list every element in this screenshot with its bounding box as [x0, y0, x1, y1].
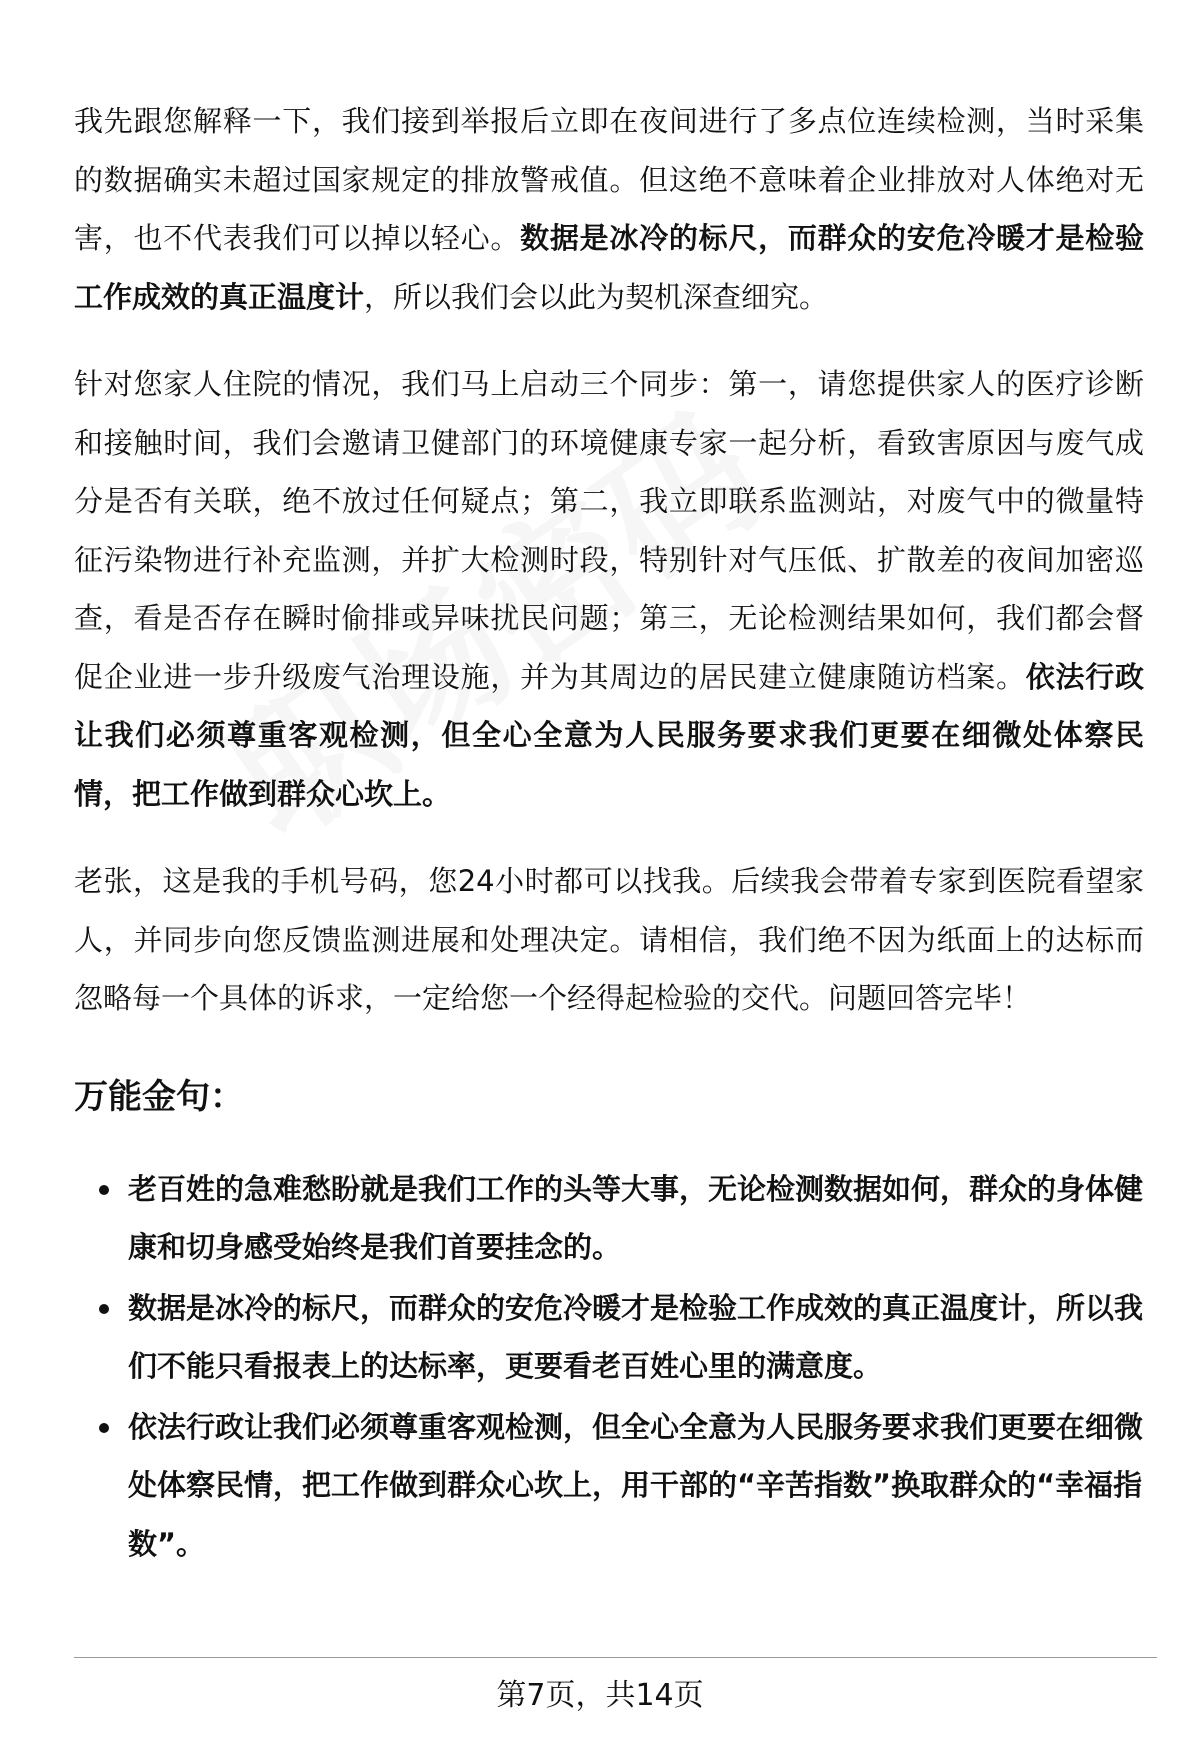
list-item-text: 依法行政让我们必须尊重客观检测，但全心全意为人民服务要求我们更要在细微处体察民情，把工作做到群众心坎上，用干部的“辛苦指数”换取群众的“幸福指数”。: [128, 1409, 1144, 1561]
paragraph-2: [74, 355, 1144, 823]
bullet-icon: [99, 1304, 109, 1314]
document-body: [74, 92, 1144, 1575]
paragraph-1-bold: 数据是冰冷的标尺，而群众的安危冷暖才是检验工作成效的真正温度计: [74, 221, 1144, 314]
paragraph-2-bold: 依法行政让我们必须尊重客观检测，但全心全意为人民服务要求我们更要在细微处体察民情，把工作做到群众心坎上。: [74, 659, 1144, 811]
paragraph-1: [74, 92, 1144, 326]
bullet-icon: [99, 1185, 109, 1195]
paragraph-1-text-b: ，所以我们会以此为契机深查细究。: [364, 279, 829, 314]
list-item: [74, 1279, 1144, 1396]
section-heading: 万能金句：: [74, 1076, 244, 1117]
bullet-icon: [99, 1423, 109, 1433]
page-number: 第7页，共14页: [496, 1678, 704, 1713]
list-item: [74, 1160, 1144, 1277]
golden-sentence-list: [74, 1160, 1144, 1574]
list-item-text: 老百姓的急难愁盼就是我们工作的头等大事，无论检测数据如何，群众的身体健康和切身感受始终是我们首要挂念的。: [128, 1171, 1144, 1264]
list-item: [74, 1398, 1144, 1574]
paragraph-3-text: 老张，这是我的手机号码，您24小时都可以找我。后续我会带着专家到医院看望家人，并同步向您反馈监测进展和处理决定。请相信，我们绝不因为纸面上的达标而忽略每一个具体的诉求，一定给您一个经得起检验的交代。问题回答完毕！: [74, 864, 1144, 1015]
footer-divider: [74, 1657, 1157, 1658]
paragraph-2-text: 针对您家人住院的情况，我们马上启动三个同步：第一，请您提供家人的医疗诊断和接触时间，我们会邀请卫健部门的环境健康专家一起分析，看致害原因与废气成分是否有关联，绝不放过任何疑点；第二，我立即联系监测站，对废气中的微量特征污染物进行补充监测，并扩大检测时段，特别针对气压低、扩散差的夜间加密巡查，看是否存在瞬时偷排或异味扰民问题；第三，无论检测结果如何，我们都会督促企业进一步升级废气治理设施，并为其周边的居民建立健康随访档案。: [74, 367, 1144, 694]
list-item-text: 数据是冰冷的标尺，而群众的安危冷暖才是检验工作成效的真正温度计，所以我们不能只看报表上的达标率，更要看老百姓心里的满意度。: [128, 1290, 1144, 1383]
paragraph-1-text-a: 我先跟您解释一下，我们接到举报后立即在夜间进行了多点位连续检测，当时采集的数据确实未超过国家规定的排放警戒值。但这绝不意味着企业排放对人体绝对无害，也不代表我们可以掉以轻心。: [74, 104, 1144, 255]
paragraph-3: [74, 852, 1144, 1028]
